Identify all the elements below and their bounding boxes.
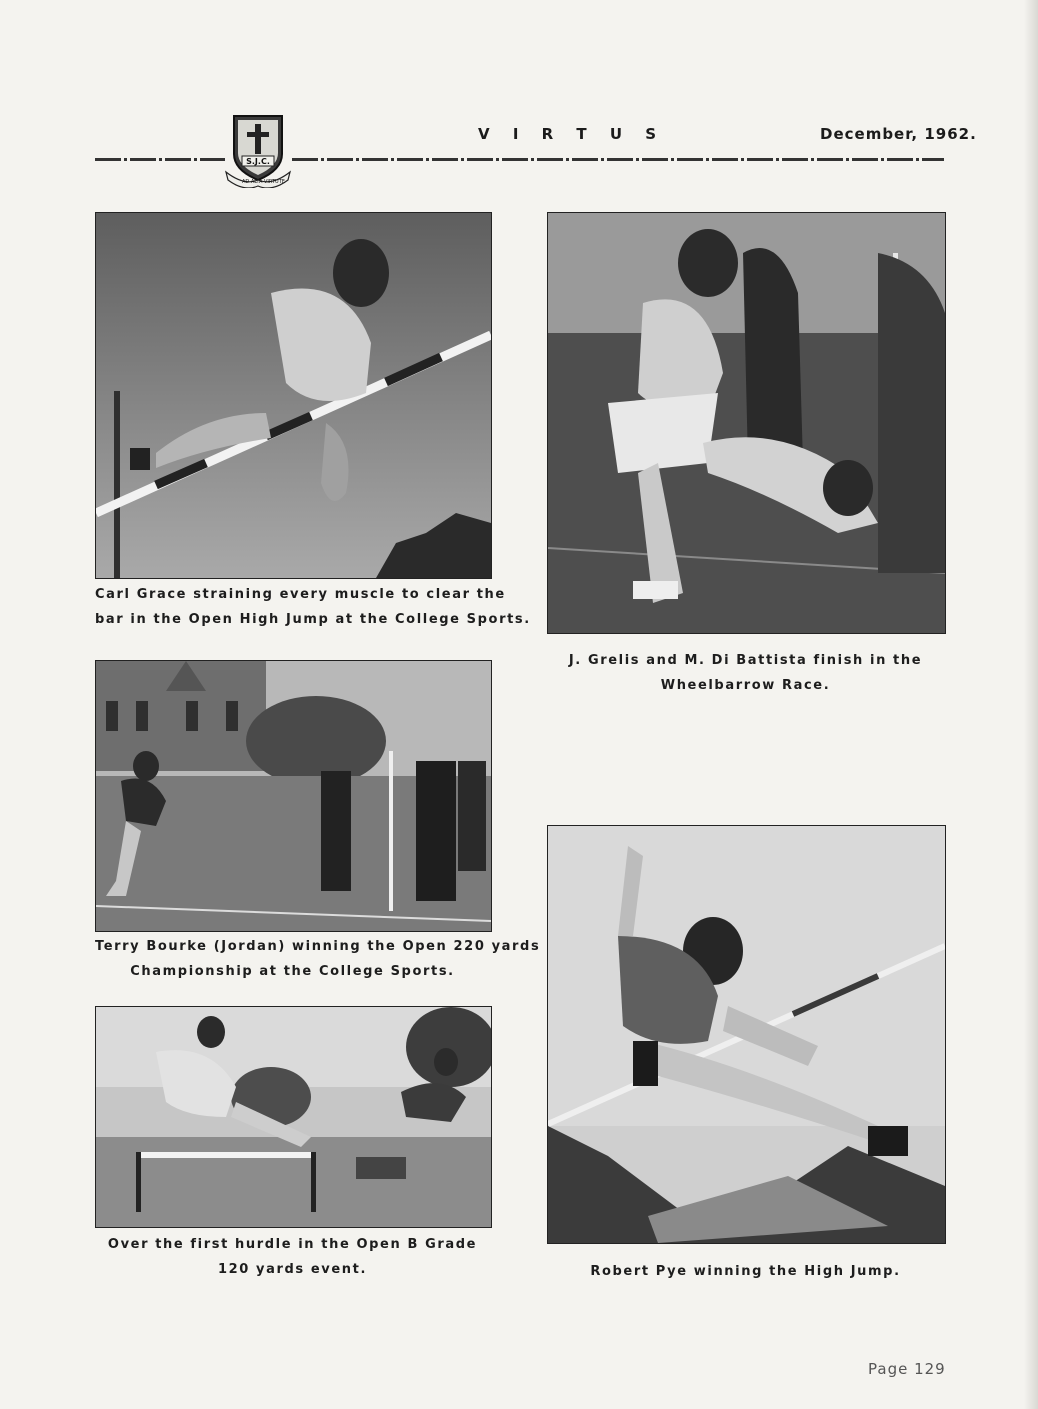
- issue-date: December, 1962.: [820, 125, 977, 143]
- svg-text:VIRTUTE: VIRTUTE: [264, 179, 285, 185]
- svg-text:AD ALTA: AD ALTA: [242, 179, 263, 185]
- caption-line: Championship at the College Sports.: [130, 964, 455, 979]
- photo-220-yards-race: [95, 660, 492, 932]
- photo-120-yards-hurdles: [95, 1006, 492, 1228]
- caption-line: 120 yards event.: [217, 1262, 367, 1277]
- header-rule-right: [292, 158, 944, 161]
- caption-line: Robert Pye winning the High Jump.: [590, 1264, 901, 1279]
- photo-caption-hurdles: [95, 1232, 490, 1282]
- photo-caption-220-yards: [95, 934, 541, 984]
- photo-high-jump-robert-pye: [547, 825, 946, 1244]
- photo-caption-robert-pye: [547, 1259, 944, 1284]
- page-number: Page 129: [868, 1360, 946, 1378]
- college-crest-logo: [224, 108, 292, 188]
- caption-line: Wheelbarrow Race.: [660, 678, 831, 693]
- caption-line: J. Grelis and M. Di Battista finish in the: [568, 653, 923, 668]
- photo-high-jump-carl-grace: [95, 212, 492, 579]
- caption-line: Terry Bourke (Jordan) winning the Open 220 yards: [95, 939, 541, 954]
- svg-text:S.J.C.: S.J.C.: [246, 157, 270, 166]
- caption-line: Over the first hurdle in the Open B Grade: [107, 1237, 478, 1252]
- photo-caption-wheelbarrow: [547, 648, 944, 698]
- photo-caption-carl-grace: [95, 582, 531, 632]
- page-edge-shadow: [1024, 0, 1038, 1409]
- photo-wheelbarrow-race: [547, 212, 946, 634]
- caption-line: bar in the Open High Jump at the College Sports.: [95, 612, 531, 627]
- header-rule-left: [95, 158, 225, 161]
- running-title: V I R T U S: [478, 125, 666, 143]
- caption-line: Carl Grace straining every muscle to clear the: [95, 587, 506, 602]
